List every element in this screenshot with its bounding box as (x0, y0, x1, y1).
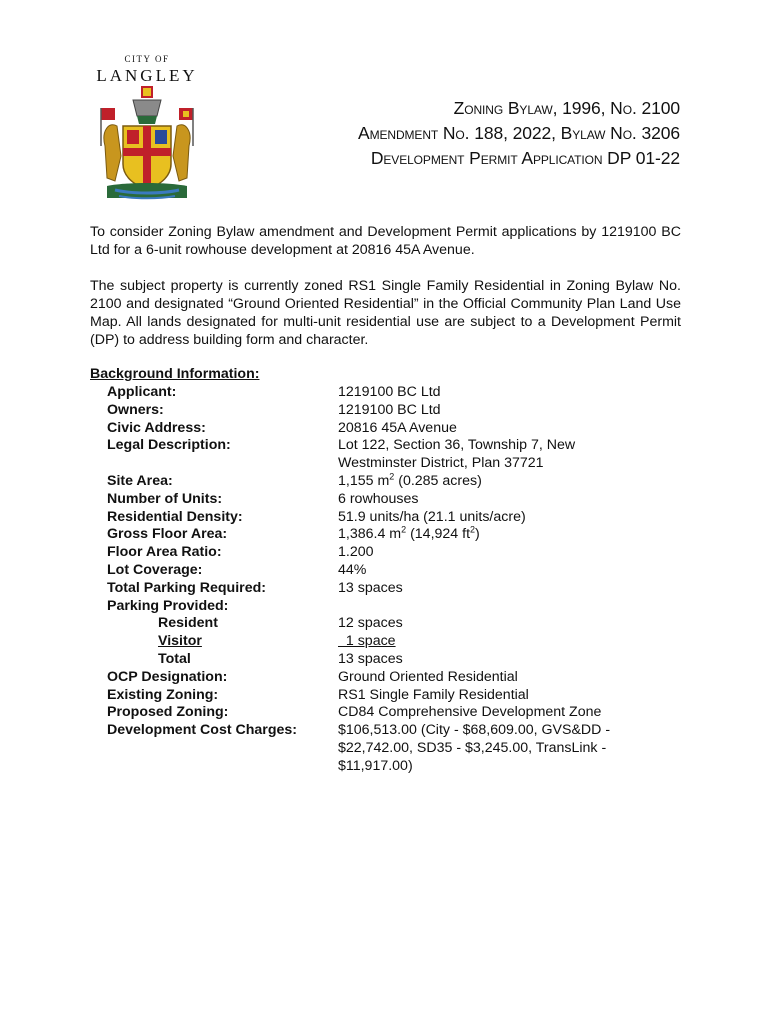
info-value: $11,917.00) (338, 757, 413, 774)
info-value: Lot 122, Section 36, Township 7, New (338, 437, 576, 454)
logo-name: LANGLEY (96, 66, 198, 85)
info-value: 13 spaces (338, 579, 403, 596)
info-label: Total Parking Required: (107, 579, 266, 596)
info-row-visitor-parking (0, 633, 770, 651)
info-row-legal-description (0, 437, 770, 455)
info-label: Civic Address: (107, 419, 206, 436)
title-line-3: Development Permit Application DP 01-22 (370, 148, 680, 168)
info-value: 1.200 (338, 544, 374, 561)
logo-city-of: CITY OF (124, 54, 170, 64)
info-value: 6 rowhouses (338, 490, 419, 507)
info-row-civic-address (0, 420, 770, 438)
info-value: 1219100 BC Ltd (338, 401, 441, 418)
info-row-floor-area-ratio (0, 544, 770, 562)
city-logo (92, 48, 202, 208)
info-label: Proposed Zoning: (107, 704, 229, 721)
info-row-dcc-cont-2 (0, 758, 770, 776)
info-row-site-area (0, 473, 770, 491)
info-label: OCP Designation: (107, 668, 228, 685)
info-row-parking-required (0, 580, 770, 598)
info-row-applicant (0, 384, 770, 402)
info-row-lot-coverage (0, 562, 770, 580)
info-row-units (0, 491, 770, 509)
info-row-total-parking (0, 651, 770, 669)
document-title (358, 96, 680, 171)
info-label: Visitor (158, 633, 202, 650)
info-label: Gross Floor Area: (107, 526, 228, 543)
info-value: $106,513.00 (City - $68,609.00, GVS&DD - (338, 722, 611, 739)
info-label: Floor Area Ratio: (107, 544, 222, 561)
info-label: Resident (158, 615, 218, 632)
info-row-gross-floor-area (0, 526, 770, 544)
info-label: Owners: (107, 401, 164, 418)
title-line-2: Amendment No. 188, 2022, Bylaw No. 3206 (358, 123, 680, 143)
info-label: Residential Density: (107, 508, 243, 525)
info-value: CD84 Comprehensive Development Zone (338, 704, 602, 721)
info-value: 1,155 $m^2$ (0.285 acres) (338, 471, 482, 489)
info-value: 44% (338, 561, 367, 578)
info-label: Total (158, 650, 191, 667)
background-heading: Background Information: (90, 366, 260, 382)
info-value: Westminster District, Plan 37721 (338, 455, 544, 472)
info-label: Existing Zoning: (107, 686, 219, 703)
info-value: 13 spaces (338, 650, 403, 667)
info-value: 1,386.4 $m^2$ (14,924 $ft^2$) (338, 524, 480, 543)
coat-of-arms-icon (97, 86, 197, 206)
intro-paragraph: To consider Zoning Bylaw amendment and Development Permit applications by 1219100 BC Ltd for a 6-unit rowhouse development at 20816 45A Avenue. (90, 224, 681, 258)
info-label: Development Cost Charges: (107, 722, 297, 739)
info-row-dcc-cont-1 (0, 740, 770, 758)
info-row-owners (0, 402, 770, 420)
info-value: Ground Oriented Residential (338, 668, 518, 685)
description-paragraph: The subject property is currently zoned RS1 Single Family Residential in Zoning Bylaw No. 2100 and designated “Ground Oriented Residential” in the Official Community Plan Land Use Map. All lands designated for multi-unit residential use are subject to a Development Permit (DP) to address building form and character. (90, 278, 681, 348)
info-value: 20816 45A Avenue (338, 419, 457, 436)
info-row-density (0, 509, 770, 527)
info-value: 51.9 units/ha (21.1 units/acre) (338, 508, 526, 525)
info-value: 12 spaces (338, 615, 403, 632)
info-row-parking-provided (0, 598, 770, 616)
title-line-1: Zoning Bylaw, 1996, No. 2100 (453, 98, 680, 118)
info-value: 1 space (338, 633, 396, 650)
info-label: Legal Description: (107, 437, 231, 454)
info-row-development-cost-charges (0, 722, 770, 740)
info-value: RS1 Single Family Residential (338, 686, 529, 703)
info-label: Site Area: (107, 472, 173, 489)
info-row-existing-zoning (0, 687, 770, 705)
info-row-legal-description-cont (0, 455, 770, 473)
info-label: Lot Coverage: (107, 561, 203, 578)
info-row-ocp-designation (0, 669, 770, 687)
info-value: 1219100 BC Ltd (338, 384, 441, 400)
info-label: Number of Units: (107, 490, 223, 507)
info-label: Applicant: (107, 384, 177, 400)
info-label: Parking Provided: (107, 597, 229, 614)
info-row-proposed-zoning (0, 704, 770, 722)
info-row-resident-parking (0, 615, 770, 633)
background-info-table (0, 384, 770, 776)
info-value: $22,742.00, SD35 - $3,245.00, TransLink - (338, 739, 607, 756)
